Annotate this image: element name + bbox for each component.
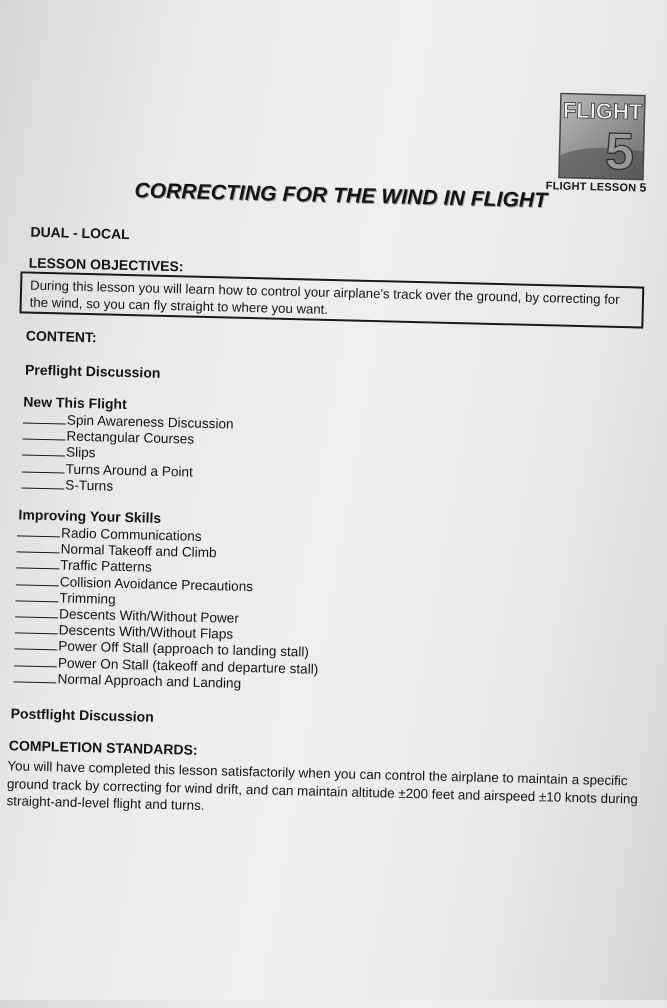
list-item-label: Turns Around a Point bbox=[65, 461, 194, 480]
content-heading: CONTENT: bbox=[25, 327, 97, 346]
checkbox-blank[interactable] bbox=[23, 410, 66, 424]
logo-caption bbox=[546, 178, 647, 194]
list-item-label: Spin Awareness Discussion bbox=[66, 412, 234, 432]
improving-skills-list bbox=[13, 523, 321, 692]
list-item-label: S-Turns bbox=[65, 477, 114, 494]
list-item-label: Descents With/Without Flaps bbox=[58, 622, 234, 642]
checkbox-blank[interactable] bbox=[14, 653, 57, 667]
logo-caption-number: 5 bbox=[639, 180, 647, 195]
checkbox-blank[interactable] bbox=[22, 443, 65, 457]
completion-text: You will have completed this lesson satisfactorily when you can control the airplane to maintain a specific ground track by correcting for wind drift, and can maintain altitude ±200 feet and airspeed ±10 knots during straight-and-level flight and turns. bbox=[6, 758, 639, 814]
page-title: CORRECTING FOR THE WIND IN FLIGHT bbox=[134, 179, 548, 213]
checkbox-blank[interactable] bbox=[15, 604, 58, 618]
new-this-flight-list bbox=[21, 410, 234, 496]
logo-word: FLIGHT bbox=[562, 97, 643, 125]
checkbox-blank[interactable] bbox=[17, 523, 60, 537]
logo-caption-text: FLIGHT LESSON bbox=[545, 180, 637, 195]
checkbox-blank[interactable] bbox=[17, 540, 60, 554]
objectives-text: During this lesson you will learn how to control your airplane's track over the ground, by correcting for the wind, so you can fly straight to where you want. bbox=[29, 277, 620, 317]
list-item-label: Traffic Patterns bbox=[60, 557, 152, 576]
checkbox-blank[interactable] bbox=[21, 475, 64, 489]
list-item-label: Power On Stall (takeoff and departure stall) bbox=[57, 654, 319, 677]
completion-heading: COMPLETION STANDARDS: bbox=[8, 737, 198, 758]
checkbox-blank[interactable] bbox=[15, 620, 58, 634]
list-item-label: Descents With/Without Power bbox=[58, 606, 240, 626]
list-item-label: Normal Approach and Landing bbox=[57, 671, 242, 691]
list-item-label: Trimming bbox=[59, 590, 116, 607]
checkbox-blank[interactable] bbox=[22, 459, 65, 473]
new-this-flight-heading: New This Flight bbox=[23, 393, 127, 413]
checkbox-blank[interactable] bbox=[16, 556, 59, 570]
checkbox-blank[interactable] bbox=[15, 588, 58, 602]
list-item-label: Rectangular Courses bbox=[66, 428, 195, 447]
postflight-discussion: Postflight Discussion bbox=[10, 705, 154, 725]
preflight-discussion: Preflight Discussion bbox=[24, 361, 161, 381]
objectives-heading: LESSON OBJECTIVES: bbox=[28, 254, 184, 275]
logo-number: 5 bbox=[604, 122, 635, 182]
list-item-label: Power Off Stall (approach to landing stall) bbox=[58, 638, 310, 660]
checkbox-blank[interactable] bbox=[22, 427, 65, 441]
checkbox-blank[interactable] bbox=[16, 572, 59, 586]
improving-skills-heading: Improving Your Skills bbox=[18, 506, 162, 526]
checkbox-blank[interactable] bbox=[14, 637, 57, 651]
objectives-box bbox=[19, 271, 644, 328]
checkbox-blank[interactable] bbox=[13, 669, 56, 683]
list-item-label: Radio Communications bbox=[60, 525, 202, 544]
flight-type: DUAL - LOCAL bbox=[30, 223, 130, 243]
list-item-label: Normal Takeoff and Climb bbox=[60, 541, 217, 561]
list-item-label: Collision Avoidance Precautions bbox=[59, 573, 254, 594]
list-item-label: Slips bbox=[65, 444, 96, 461]
flight-5-logo bbox=[557, 91, 647, 181]
